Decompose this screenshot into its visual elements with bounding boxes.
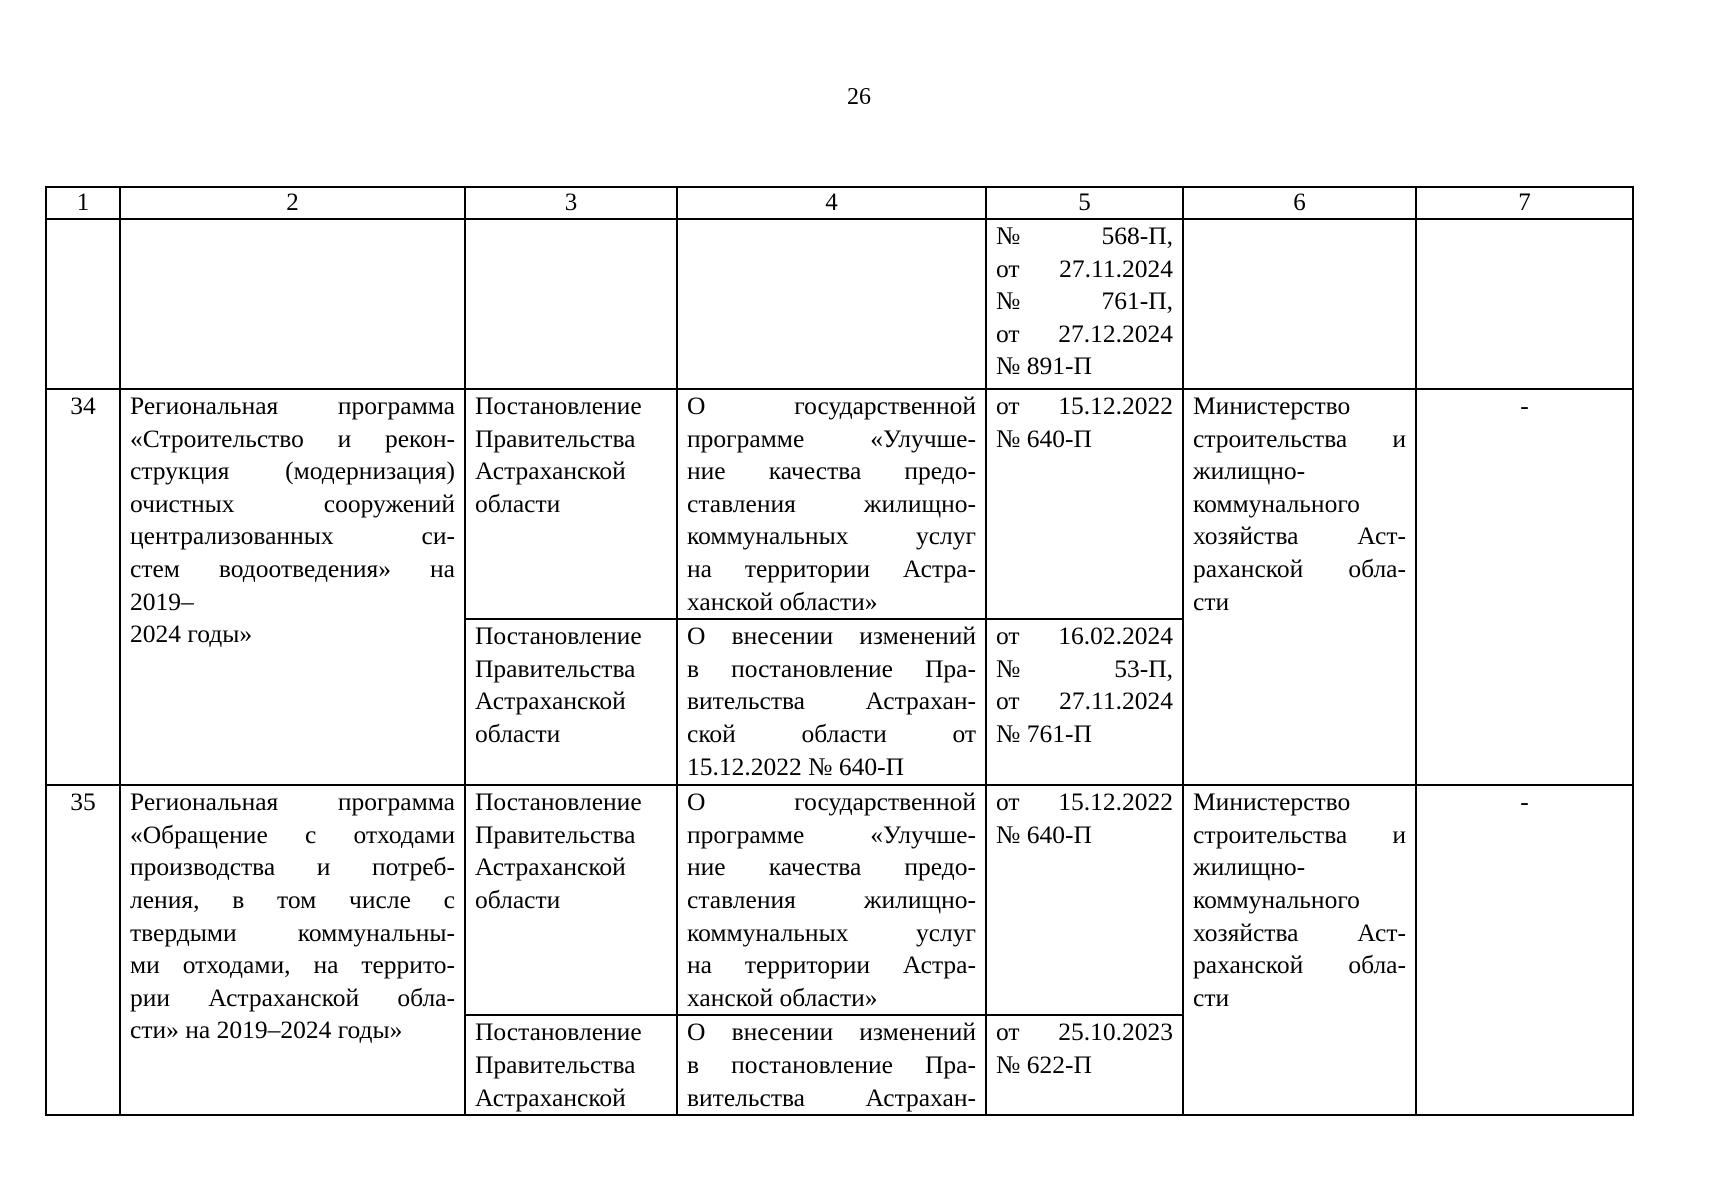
text-line: вительства Астрахан-: [687, 686, 976, 716]
text-line: Региональная программа: [130, 391, 455, 420]
text-line: ставления жилищно-: [687, 488, 976, 518]
notes-cell: -: [1416, 389, 1633, 785]
text-line: «Обращение с отходами: [130, 819, 455, 849]
text-line: коммунальных услуг: [687, 521, 976, 551]
text-line: 2019–: [130, 586, 194, 616]
text-line: 15.12.2022 № 640-П: [687, 751, 904, 781]
cell-empty: [120, 219, 465, 389]
doc-type-cell: [465, 1015, 677, 1115]
text-line: коммунального: [1193, 884, 1360, 914]
program-name-cell: [120, 389, 465, 785]
cell-empty: [1416, 219, 1633, 389]
column-number: 3: [465, 187, 677, 219]
text-line: № 622-П: [996, 1049, 1092, 1079]
text-line: от 27.12.2024: [996, 318, 1173, 348]
text-line: производства и потреб-: [130, 852, 455, 882]
column-number: 5: [986, 187, 1183, 219]
text-line: ние качества предо-: [687, 852, 976, 882]
cell-empty: [1183, 219, 1416, 389]
text-line: Астраханской: [475, 1082, 626, 1112]
column-number: 6: [1183, 187, 1416, 219]
text-line: Постановление: [475, 787, 642, 817]
doc-title-cell: [677, 1015, 986, 1115]
text-line: хозяйства Аст-: [1193, 521, 1406, 551]
cell-empty: [677, 219, 986, 389]
ministry-cell: [1183, 785, 1416, 1115]
text-line: Региональная программа: [130, 787, 455, 817]
text-line: О государственной: [687, 787, 976, 817]
cell-empty: [465, 219, 677, 389]
registry-table: [45, 186, 1634, 1116]
row-number: 35: [46, 785, 120, 1115]
doc-date-cell: [986, 389, 1183, 619]
text-line: «Строительство и рекон-: [130, 423, 455, 453]
text-line: ми отходами, на террито-: [130, 950, 455, 980]
text-line: О внесении изменений: [687, 1017, 976, 1047]
doc-type-cell: [465, 389, 677, 619]
text-line: рии Астраханской обла-: [130, 982, 455, 1012]
text-line: Постановление: [475, 1017, 642, 1047]
doc-type-cell: [465, 619, 677, 785]
text-line: раханской обла-: [1193, 950, 1406, 980]
text-line: строительства и: [1193, 423, 1406, 453]
text-line: № 891-П: [996, 351, 1092, 381]
text-line: сти: [1193, 586, 1230, 616]
text-line: на территории Астра-: [687, 553, 976, 583]
text-line: на территории Астра-: [687, 950, 976, 980]
column-number-row: [46, 187, 1633, 219]
text-line: сти» на 2019–2024 годы»: [130, 1015, 403, 1045]
text-line: О внесении изменений: [687, 621, 976, 651]
text-line: 2024 годы»: [130, 619, 253, 649]
text-line: очистных сооружений: [130, 488, 455, 518]
text-line: области: [475, 884, 561, 914]
text-line: Астраханской: [475, 686, 626, 716]
text-line: жилищно-: [1193, 852, 1306, 882]
text-line: ние качества предо-: [687, 456, 976, 486]
text-line: области: [475, 488, 561, 518]
text-line: от 15.12.2022: [996, 391, 1173, 420]
continuation-row: [46, 219, 1633, 389]
table-row-35a: [46, 785, 1633, 1015]
text-line: № 761-П: [996, 718, 1092, 748]
text-line: № 640-П: [996, 423, 1092, 453]
text-line: жилищно-: [1193, 456, 1306, 486]
text-line: струкция (модернизация): [130, 456, 455, 486]
row-number: 34: [46, 389, 120, 785]
cell-empty: [46, 219, 120, 389]
ministry-cell: [1183, 389, 1416, 785]
text-line: в постановление Пра-: [687, 653, 976, 683]
text-line: в постановление Пра-: [687, 1049, 976, 1079]
notes-cell: -: [1416, 785, 1633, 1115]
text-line: Астраханской: [475, 852, 626, 882]
text-line: от 16.02.2024: [996, 621, 1173, 651]
text-line: ханской области»: [687, 982, 878, 1012]
text-line: ской области от: [687, 718, 976, 748]
text-line: централизованных си-: [130, 521, 455, 551]
text-line: сти: [1193, 982, 1230, 1012]
text-line: коммунальных услуг: [687, 917, 976, 947]
text-line: О государственной: [687, 391, 976, 420]
text-line: ления, в том числе с: [130, 884, 455, 914]
text-line: Правительства: [475, 819, 636, 849]
doc-type-cell: [465, 785, 677, 1015]
table-row-34a: [46, 389, 1633, 619]
text-line: Астраханской: [475, 456, 626, 486]
text-line: Постановление: [475, 391, 642, 420]
text-line: вительства Астрахан-: [687, 1082, 976, 1112]
cont-dates-cell: [986, 219, 1183, 389]
doc-date-cell: [986, 1015, 1183, 1115]
text-line: Министерство: [1193, 391, 1351, 420]
text-line: строительства и: [1193, 819, 1406, 849]
text-line: коммунального: [1193, 488, 1360, 518]
text-line: твердыми коммунальны-: [130, 917, 455, 947]
text-line: от 27.11.2024: [996, 686, 1173, 716]
text-line: хозяйства Аст-: [1193, 917, 1406, 947]
text-line: стем водоотведения» на: [130, 553, 455, 583]
column-number: 2: [120, 187, 465, 219]
text-line: программе «Улучше-: [687, 819, 976, 849]
page-number: 26: [847, 84, 871, 110]
text-line: Правительства: [475, 1049, 636, 1079]
text-line: № 568-П,: [996, 221, 1173, 250]
text-line: от 25.10.2023: [996, 1017, 1173, 1047]
text-line: Правительства: [475, 423, 636, 453]
text-line: ханской области»: [687, 586, 878, 616]
text-line: Правительства: [475, 653, 636, 683]
text-line: № 53-П,: [996, 653, 1173, 683]
doc-title-cell: [677, 389, 986, 619]
text-line: ставления жилищно-: [687, 884, 976, 914]
doc-title-cell: [677, 785, 986, 1015]
doc-date-cell: [986, 785, 1183, 1015]
text-line: области: [475, 718, 561, 748]
text-line: раханской обла-: [1193, 553, 1406, 583]
text-line: Постановление: [475, 621, 642, 651]
column-number: 4: [677, 187, 986, 219]
text-line: от 15.12.2022: [996, 787, 1173, 817]
text-line: № 640-П: [996, 819, 1092, 849]
column-number: 1: [46, 187, 120, 219]
column-number: 7: [1416, 187, 1633, 219]
text-line: Министерство: [1193, 787, 1351, 817]
program-name-cell: [120, 785, 465, 1115]
text-line: от 27.11.2024: [996, 253, 1173, 283]
doc-title-cell: [677, 619, 986, 785]
text-line: № 761-П,: [996, 286, 1173, 316]
text-line: программе «Улучше-: [687, 423, 976, 453]
doc-date-cell: [986, 619, 1183, 785]
